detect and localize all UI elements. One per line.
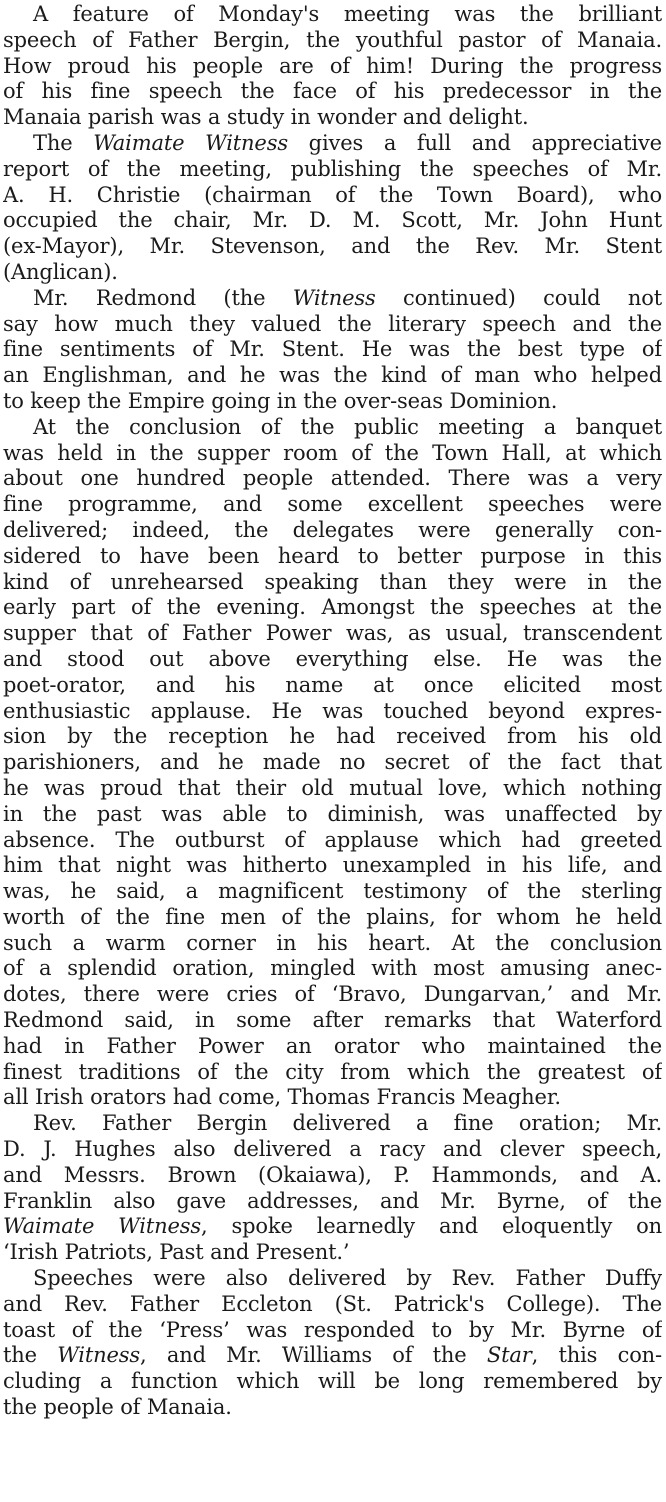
text-line: delivered; indeed, the delegates were generally con- — [3, 517, 662, 542]
text-line: about one hundred people attended. There was a very — [3, 466, 662, 491]
paragraph — [3, 2, 662, 131]
text-line: was held in the supper room of the Town Hall, at which — [3, 440, 662, 465]
text-line: Mr. Redmond (the Witness continued) could not — [33, 285, 662, 310]
text-line: worth of the fine men of the plains, for whom he held — [3, 904, 662, 929]
paragraph — [3, 415, 662, 1112]
text-line: dotes, there were cries of ‘Bravo, Dungarvan,’ and Mr. — [3, 982, 662, 1007]
text-line: The Waimate Witness gives a full and appreciative — [33, 130, 662, 155]
text-line: the people of Manaia. — [3, 1395, 232, 1420]
text-line: Franklin also gave addresses, and Mr. Byrne, of the — [3, 1188, 662, 1213]
text-line: Manaia parish was a study in wonder and delight. — [3, 105, 529, 130]
text-line: absence. The outburst of applause which had greeted — [3, 827, 662, 852]
paragraph — [3, 286, 662, 415]
text-line: of a splendid oration, mingled with most amusing anec- — [3, 956, 662, 981]
text-line: to keep the Empire going in the over-seas Dominion. — [3, 388, 558, 413]
text-line: him that night was hitherto unexampled in his life, and — [3, 853, 662, 878]
paragraph — [3, 131, 662, 286]
text-line: the Witness, and Mr. Williams of the Star, this con- — [3, 1343, 662, 1368]
text-line: was, he said, a magnificent testimony of the sterling — [3, 879, 662, 904]
text-line: parishioners, and he made no secret of the fact that — [3, 750, 662, 775]
text-line: poet-orator, and his name at once elicited most — [3, 672, 662, 697]
text-line: and Messrs. Brown (Okaiawa), P. Hammonds, and A. — [3, 1162, 662, 1187]
text-line: all Irish orators had come, Thomas Francis Meagher. — [3, 1085, 561, 1110]
text-line: finest traditions of the city from which the greatest of — [3, 1059, 662, 1084]
text-line: D. J. Hughes also delivered a racy and clever speech, — [3, 1137, 662, 1162]
text-line: A feature of Monday's meeting was the brilliant — [33, 2, 662, 26]
text-line: had in Father Power an orator who maintained the — [3, 1033, 662, 1058]
text-line: in the past was able to diminish, was unaffected by — [3, 801, 662, 826]
text-line: How proud his people are of him! During the progress — [3, 53, 662, 78]
text-line: Waimate Witness, spoke learnedly and eloquently on — [3, 1214, 662, 1239]
text-line: enthusiastic applause. He was touched beyond expres- — [3, 698, 662, 723]
text-line: A. H. Christie (chairman of the Town Board), who — [3, 182, 662, 207]
paragraph — [3, 1266, 662, 1421]
text-line: cluding a function which will be long remembered by — [3, 1369, 662, 1394]
text-line: he was proud that their old mutual love, which nothing — [3, 775, 662, 800]
text-line: early part of the evening. Amongst the speeches at the — [3, 595, 662, 620]
text-line: Rev. Father Bergin delivered a fine oration; Mr. — [33, 1111, 662, 1136]
text-line: of his fine speech the face of his predecessor in the — [3, 79, 662, 104]
text-line: supper that of Father Power was, as usual, transcendent — [3, 621, 662, 646]
text-line: toast of the ‘Press’ was responded to by Mr. Byrne of — [3, 1317, 662, 1342]
text-line: At the conclusion of the public meeting a banquet — [33, 414, 662, 439]
text-line: occupied the chair, Mr. D. M. Scott, Mr. John Hunt — [3, 208, 662, 233]
text-line: (Anglican). — [3, 259, 118, 284]
text-line: sidered to have been heard to better purpose in this — [3, 543, 662, 568]
text-line: such a warm corner in his heart. At the conclusion — [3, 930, 662, 955]
text-line: report of the meeting, publishing the speeches of Mr. — [3, 156, 662, 181]
text-line: fine programme, and some excellent speeches were — [3, 492, 662, 517]
paragraph — [3, 1111, 662, 1266]
text-line: say how much they valued the literary speech and the — [3, 311, 662, 336]
text-line: and stood out above everything else. He was the — [3, 646, 662, 671]
text-line: sion by the reception he had received from his old — [3, 724, 662, 749]
text-line: and Rev. Father Eccleton (St. Patrick's College). The — [3, 1291, 662, 1316]
text-line: an Englishman, and he was the kind of man who helped — [3, 363, 662, 388]
text-line: Redmond said, in some after remarks that Waterford — [3, 1008, 662, 1033]
text-line: (ex-Mayor), Mr. Stevenson, and the Rev. Mr. Stent — [3, 234, 662, 259]
text-line: Speeches were also delivered by Rev. Father Duffy — [33, 1266, 662, 1291]
text-line: fine sentiments of Mr. Stent. He was the best type of — [3, 337, 662, 362]
text-line: kind of unrehearsed speaking than they were in the — [3, 569, 662, 594]
text-line: ‘Irish Patriots, Past and Present.’ — [3, 1240, 350, 1265]
text-line: speech of Father Bergin, the youthful pastor of Manaia. — [3, 27, 662, 52]
